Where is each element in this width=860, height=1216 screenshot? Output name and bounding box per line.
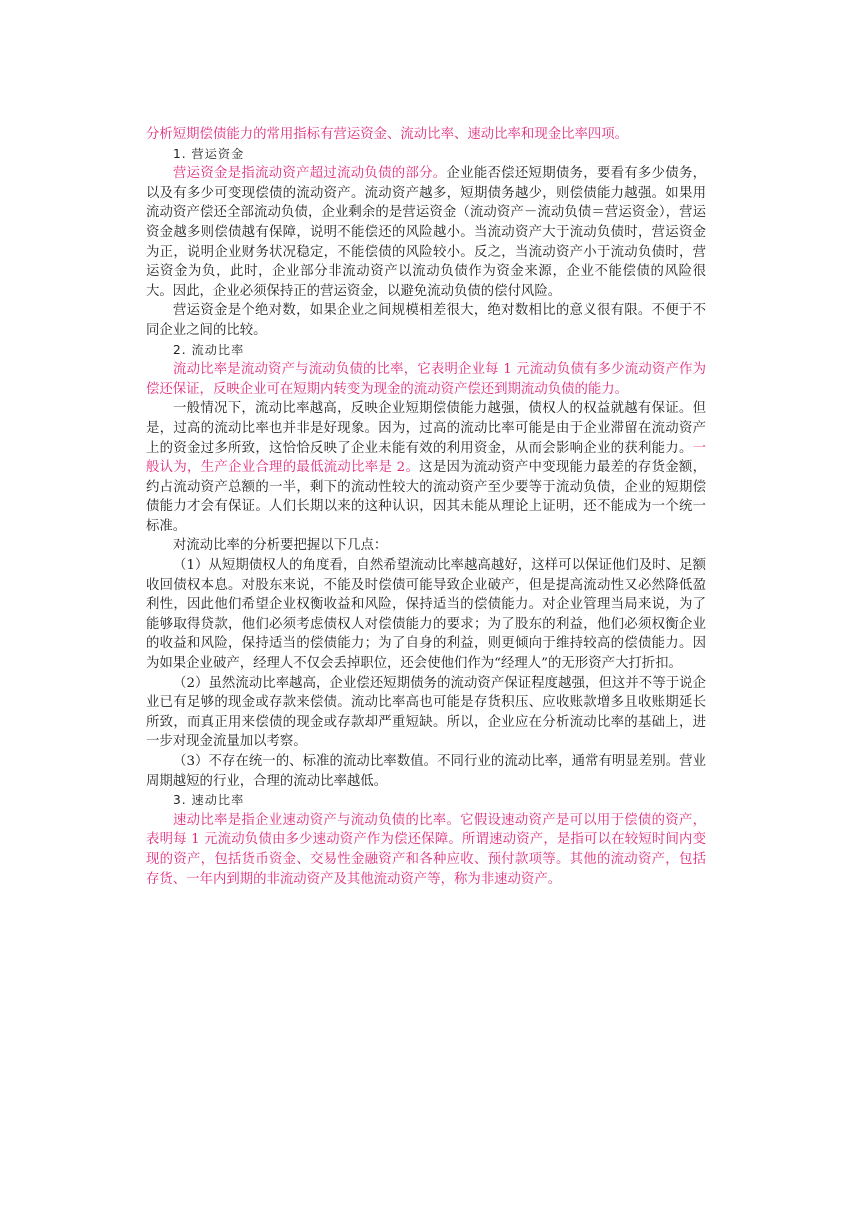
current-ratio-analysis-intro: 对流动比率的分析要把握以下几点： — [173, 538, 388, 554]
current-ratio-reason: 这是因为流动资产中变现能力最差的存货金额，约占流动资产总额的一半，剩下的流动性较大的流动资产至少要等于流动负债，企业的短期偿债能力才会有保证。人们长期以来的这种认识，因其未能从理论上证明，还不能成为一个统一标准。 — [146, 460, 706, 534]
working-capital-paragraph-2: 营运资金是个绝对数，如果企业之间规模相差很大，绝对数相比的意义很有限。不便于不同企业之间的比较。 — [146, 303, 706, 338]
current-ratio-point-3: （3）不存在统一的、标准的流动比率数值。不同行业的流动比率，通常有明显差别。营业周期越短的行业，合理的流动比率越低。 — [146, 754, 706, 789]
current-ratio-point-1: （1）从短期债权人的角度看，自然希望流动比率越高越好，这样可以保证他们及时、足额收回债权本息。对股东来说，不能及时偿债可能导致企业破产，但是提高流动性又必然降低盈利性，因此他们希望企业权衡收益和风险，保持适当的偿债能力。对企业管理当局来说，为了能够取得贷款，他们必须考虑债权人对偿债能力的要求；为了股东的利益，他们必须权衡企业的收益和风险，保持适当的偿债能力；为了自身的利益，则更倾向于维持较高的偿债能力。因为如果企业破产，经理人不仅会丢掉职位，还会使他们作为“经理人”的无形资产大打折扣。 — [146, 558, 706, 672]
working-capital-explanation: 企业能否偿还短期债务，要看有多少债务，以及有多少可变现偿债的流动资产。流动资产越多，短期债务越少，则偿债能力越强。如果用流动资产偿还全部流动负债，企业剩余的是营运资金（流动资产－流动负债＝营运资金），营运资金越多则偿债越有保障，说明不能偿还的风险越小。当流动资产大于流动负债时，营运资金为正，说明企业财务状况稳定，不能偿债的风险较小。反之，当流动资产小于流动负债时，营运资金为负，此时，企业部分非流动资产以流动负债作为资金来源，企业不能偿债的风险很大。因此，企业必须保持正的营运资金，以避免流动负债的偿付风险。 — [146, 166, 707, 299]
current-ratio-paragraph-2 — [146, 399, 706, 536]
current-ratio-point-2: （2）虽然流动比率越高，企业偿还短期债务的流动资产保证程度越强，但这并不等于说企业已有足够的现金或存款来偿债。流动比率高也可能是存货积压、应收账款增多且收账期延长所致，而真正用来偿债的现金或存款却严重短缺。所以，企业应在分析流动比率的基础上，进一步对现金流量加以考察。 — [146, 675, 706, 750]
quick-ratio-definition: 速动比率是指企业速动资产与流动负债的比率。它假设速动资产是可以用于偿债的资产，表明每 1 元流动负债由多少速动资产作为偿还保障。所谓速动资产，是指可以在较短时间内变现的资产，包括货币资金、交易性金融资产和各种应收、预付款项等。其他的流动资产，包括存货、一年内到期的非流动资产及其他流动资产等，称为非速动资产。 — [146, 812, 706, 887]
current-ratio-general: 一般情况下，流动比率越高，反映企业短期偿债能力越强，债权人的权益就越有保证。但是，过高的流动比率也并非是好现象。因为，过高的流动比率可能是由于企业滞留在流动资产上的资金过多所致，这恰恰反映了企业未能有效的利用资金，从而会影响企业的获利能力。 — [146, 401, 706, 456]
working-capital-paragraph-1 — [146, 164, 706, 301]
intro-paragraph: 分析短期偿债能力的常用指标有营运资金、流动比率、速动比率和现金比率四项。 — [146, 127, 629, 142]
current-ratio-benchmark: 一般认为，生产企业合理的最低流动比率是 2。 — [146, 440, 706, 476]
document-body — [146, 125, 706, 889]
section-heading-current-ratio: 2. 流动比率 — [173, 342, 245, 357]
section-heading-quick-ratio: 3. 速动比率 — [173, 793, 245, 808]
current-ratio-definition: 流动比率是流动资产与流动负债的比率，它表明企业每 1 元流动负债有多少流动资产作为偿还保证，反映企业可在短期内转变为现金的流动资产偿还到期流动负债的能力。 — [146, 362, 706, 397]
working-capital-definition: 营运资金是指流动资产超过流动负债的部分。 — [173, 166, 447, 182]
section-heading-working-capital: 1. 营运资金 — [173, 146, 245, 161]
